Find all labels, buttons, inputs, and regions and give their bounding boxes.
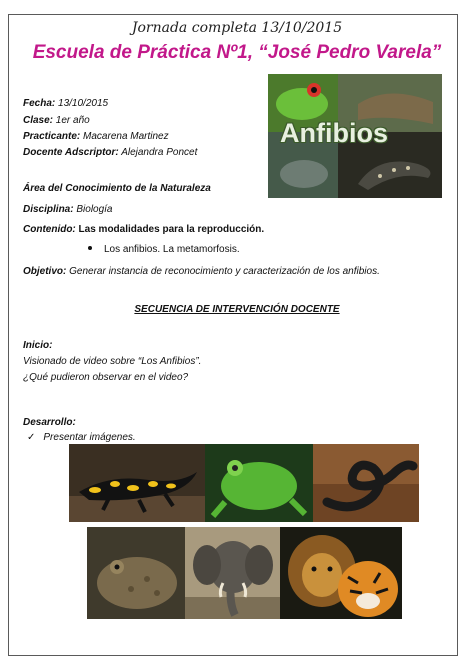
area-text: Área del Conocimiento de la Naturaleza: [23, 183, 211, 194]
docente-value: Alejandra Poncet: [121, 147, 198, 158]
secuencia-title: SECUENCIA DE INTERVENCIÓN DOCENTE: [134, 304, 340, 315]
contenido-label: Contenido:: [23, 224, 76, 235]
handwritten-date: Jornada completa 13/10/2015: [131, 20, 343, 36]
fecha-value: 13/10/2015: [58, 98, 109, 109]
docente-line: [23, 147, 197, 158]
contenido-line: [23, 224, 264, 235]
area-line: [23, 183, 211, 194]
bullet-item: [88, 244, 240, 255]
fecha-label: Fecha:: [23, 98, 56, 109]
desarrollo-label: Desarrollo:: [23, 417, 76, 428]
desarrollo-item-text: Presentar imágenes.: [43, 432, 136, 443]
practicante-value: Macarena Martinez: [83, 131, 169, 142]
clase-value: 1er año: [55, 115, 90, 126]
inicio-line-1: Visionado de video sobre “Los Anfibios”.: [23, 356, 202, 367]
checkmark-icon: ✓: [27, 432, 36, 443]
desarrollo-item: [27, 432, 136, 443]
fecha-line: [23, 98, 108, 109]
practicante-label: Practicante:: [23, 131, 81, 142]
inicio-label-line: [23, 340, 52, 351]
objetivo-value: Generar instancia de reconocimiento y caracterización de los anfibios.: [69, 266, 380, 277]
bullet-text: Los anfibios. La metamorfosis.: [104, 244, 240, 255]
disciplina-value: Biología: [76, 204, 113, 215]
inicio-label: Inicio:: [23, 340, 53, 351]
school-title: Escuela de Práctica Nº1, “José Pedro Varela”: [32, 42, 442, 63]
caecilian-image: [313, 444, 419, 522]
banner-title: Anfibios: [280, 118, 388, 148]
tree-frog-image: [205, 444, 313, 522]
elephant-image: [185, 527, 280, 619]
clase-line: [23, 115, 90, 126]
objetivo-line: [23, 266, 380, 277]
disciplina-line: [23, 204, 113, 215]
docente-label: Docente Adscriptor:: [23, 147, 119, 158]
salamander-image: [69, 444, 205, 522]
practicante-line: [23, 131, 169, 142]
bullet-dot: [88, 246, 92, 250]
desarrollo-label-line: [23, 417, 76, 428]
lion-tiger-image: [280, 527, 402, 619]
toad-image: [87, 527, 185, 619]
clase-label: Clase:: [23, 115, 54, 126]
inicio-line-2: ¿Qué pudieron observar en el video?: [23, 372, 189, 383]
contenido-value: Las modalidades para la reproducción.: [78, 224, 265, 235]
disciplina-label: Disciplina:: [23, 204, 74, 215]
objetivo-label: Objetivo:: [23, 266, 67, 277]
